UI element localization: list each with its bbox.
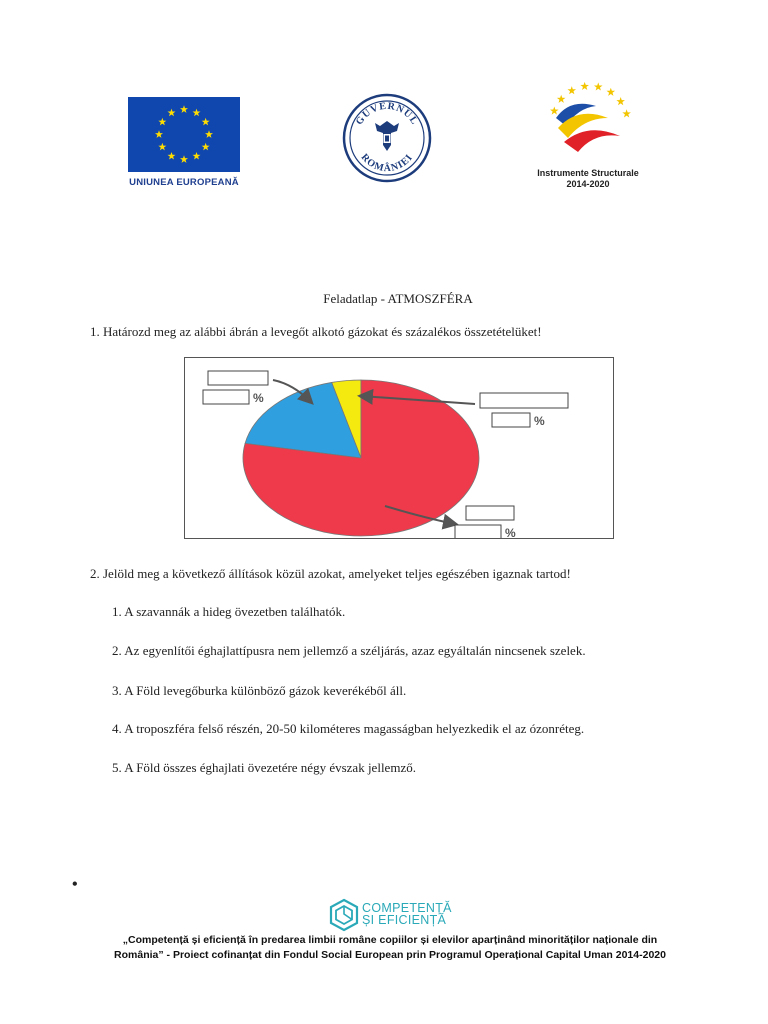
eu-star [155,130,163,138]
is-star [580,82,589,90]
eu-star [193,152,201,160]
eu-star [205,130,213,138]
percent-sign-yellow: % [534,414,545,428]
instrumente-structurale-caption [526,168,650,190]
eu-star [180,155,188,163]
competenta-logo-icon [328,898,360,932]
eu-stars [128,97,240,172]
competenta-logo-line1: COMPETENȚĂ [362,901,452,915]
question-1: 1. Határozd meg az alábbi ábrán a levegőt alkotó gázokat és százalékos összetételüket! [90,324,542,339]
instrumente-structurale-logo [538,78,638,168]
answer-box-blue-gas[interactable] [208,371,268,385]
answer-box-red-gas[interactable] [466,506,514,520]
is-caption-line1: Instrumente Structurale [537,168,639,178]
is-star [567,86,576,94]
is-star [622,109,631,117]
eu-flag-logo [128,97,240,172]
is-star [607,88,616,96]
eu-star [180,105,188,113]
percent-sign-blue: % [253,391,264,405]
answer-box-yellow-gas[interactable] [480,393,568,408]
answer-box-red-percent[interactable] [455,525,501,538]
statement-1: 1. A szavannák a hideg övezetben találhatók. [112,604,346,619]
eu-star [202,118,210,126]
eu-star [168,109,176,117]
seal-text-bottom: ROMÂNIEI [358,151,416,175]
footer-text [40,933,740,963]
is-star [550,106,559,114]
footer-line-1: „Competență și eficiență în predarea limbii române copiilor și elevilor aparținând minorităților naționale din [122,934,658,946]
eu-star [158,143,166,151]
is-star [594,82,603,90]
question-2: 2. Jelöld meg a következő állítások közül azokat, amelyeket teljes egészében igaznak tartod! [90,566,571,581]
statement-4: 4. A troposzféra felső részén, 20-50 kilométeres magasságban helyezkedik el az ózonréteg. [112,721,585,736]
eu-star [193,109,201,117]
is-star [557,95,566,103]
page-title: Feladatlap - ATMOSZFÉRA [323,291,473,306]
pie-chart [185,358,613,538]
statement-5: 5. A Föld összes éghajlati övezetére négy évszak jellemző. [112,760,416,775]
answer-box-yellow-percent[interactable] [492,413,530,427]
statement-2: 2. Az egyenlítői éghajlattípusra nem jellemző a széljárás, azaz egyáltalán nincsenek szelek. [112,643,586,658]
is-star [616,97,625,105]
eu-star [158,118,166,126]
pie-chart-frame [184,357,614,539]
footer-line-2: România” - Proiect cofinanțat din Fondul Social European prin Programul Operațional Capital Uman 2014-2020 [114,949,666,961]
percent-sign-red: % [505,526,516,538]
competenta-logo-line2: ȘI EFICIENȚĂ [362,913,447,927]
government-seal-logo [342,93,432,183]
competenta-logo-text [362,902,452,926]
is-caption-line2: 2014-2020 [566,179,610,189]
answer-box-blue-percent[interactable] [203,390,249,404]
eu-caption: UNIUNEA EUROPEANĂ [129,177,239,188]
eu-star [202,143,210,151]
stray-mark: • [72,876,78,893]
seal-text-top: GUVERNUL [353,100,421,128]
eu-star [168,152,176,160]
statement-3: 3. A Föld levegőburka különböző gázok keverékéből áll. [112,683,407,698]
